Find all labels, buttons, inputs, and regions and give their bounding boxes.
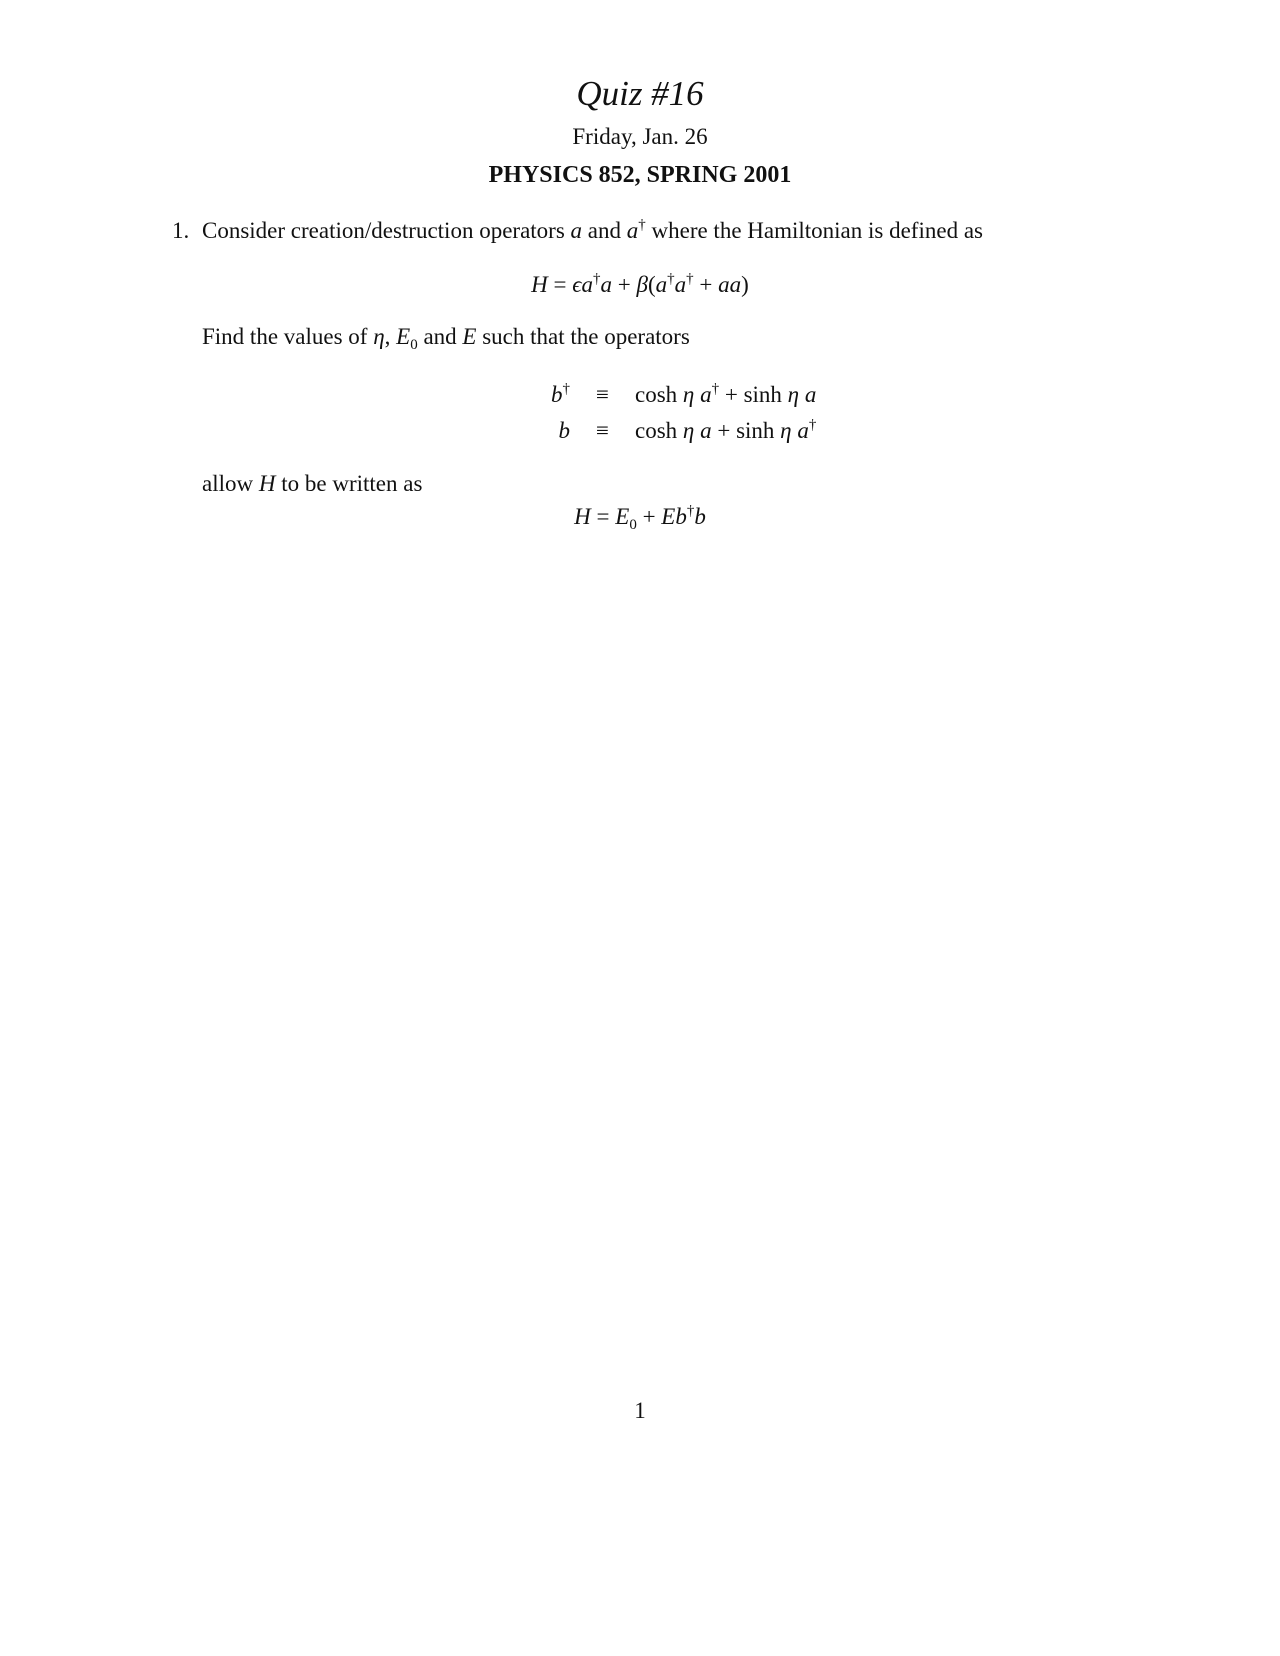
final-E0: E [615, 504, 630, 529]
allow-text [202, 471, 422, 497]
problem-1-intro [172, 218, 1172, 244]
op2-a: a [694, 418, 712, 443]
equiv-symbol: ≡ [596, 418, 609, 443]
eq-a: a [600, 272, 613, 297]
dagger-symbol: † [808, 417, 817, 433]
final-hamiltonian-equation [0, 503, 1280, 533]
find-E2: E [462, 324, 477, 349]
op1-eta2: η [787, 382, 800, 407]
var-a: a [570, 218, 583, 243]
find-and: and [417, 324, 463, 349]
allow-H: H [258, 471, 276, 496]
eq-beta: β [636, 272, 648, 297]
final-b: b [694, 504, 706, 529]
eq-aa: aa [718, 272, 742, 297]
dagger-symbol: † [667, 271, 675, 287]
intro-text-b: where the Hamiltonian is defined as [645, 218, 983, 243]
eq-a1: a [655, 272, 668, 297]
eq-paren-close: ) [741, 272, 749, 297]
op1-plus-sinh: + sinh [719, 382, 788, 407]
find-values-text [202, 324, 690, 353]
allow-text-1: allow [202, 471, 259, 496]
op1-a2: a [799, 382, 817, 407]
op1-a: a [694, 382, 712, 407]
quiz-title: Quiz #16 [576, 74, 704, 113]
problem-number: 1. [172, 218, 190, 243]
op-b-lhs: b [558, 418, 570, 443]
eq-H: H [531, 272, 548, 297]
quiz-date: Friday, Jan. 26 [572, 124, 708, 149]
eq-plus2: + [693, 272, 719, 297]
eq-a2: a [674, 272, 687, 297]
find-text-2: such that the operators [476, 324, 690, 349]
intro-and: and [582, 218, 627, 243]
final-sub-zero: 0 [629, 517, 637, 533]
dagger-symbol: † [686, 271, 694, 287]
dagger-symbol: † [686, 503, 695, 519]
dagger-symbol: † [593, 271, 601, 287]
eq-plus: + [612, 272, 637, 297]
op2-plus-sinh: + sinh [711, 418, 781, 443]
eq-equals: = [547, 272, 573, 297]
intro-text-a: Consider creation/destruction operators [202, 218, 571, 243]
op-b-dagger-lhs: b [551, 382, 563, 407]
op1-eta1: η [682, 382, 695, 407]
final-H: H [574, 504, 591, 529]
equiv-symbol: ≡ [596, 382, 609, 407]
dagger-symbol: † [711, 381, 720, 397]
find-comma: , [384, 324, 397, 349]
allow-text-2: to be written as [275, 471, 423, 496]
var-a-dagger: a [626, 218, 639, 243]
op2-eta2: η [780, 418, 792, 443]
hamiltonian-equation [0, 272, 1280, 298]
op2-a2: a [791, 418, 809, 443]
final-Eb: Eb [661, 504, 687, 529]
op1-cosh: cosh [635, 382, 683, 407]
course-name: PHYSICS 852, SPRING 2001 [488, 162, 792, 188]
dagger-symbol: † [562, 381, 570, 397]
op2-cosh: cosh [635, 418, 683, 443]
op2-eta1: η [682, 418, 695, 443]
find-eta: η [373, 324, 385, 349]
page-number: 1 [634, 1398, 646, 1423]
find-E: E [396, 324, 411, 349]
find-sub-zero: 0 [410, 337, 418, 353]
final-plus: + [636, 504, 662, 529]
dagger-symbol: † [638, 217, 646, 233]
eq-paren-open: ( [648, 272, 656, 297]
find-text-1: Find the values of [202, 324, 374, 349]
final-equals: = [590, 504, 616, 529]
eq-epsilon-a: ϵa [572, 272, 594, 297]
